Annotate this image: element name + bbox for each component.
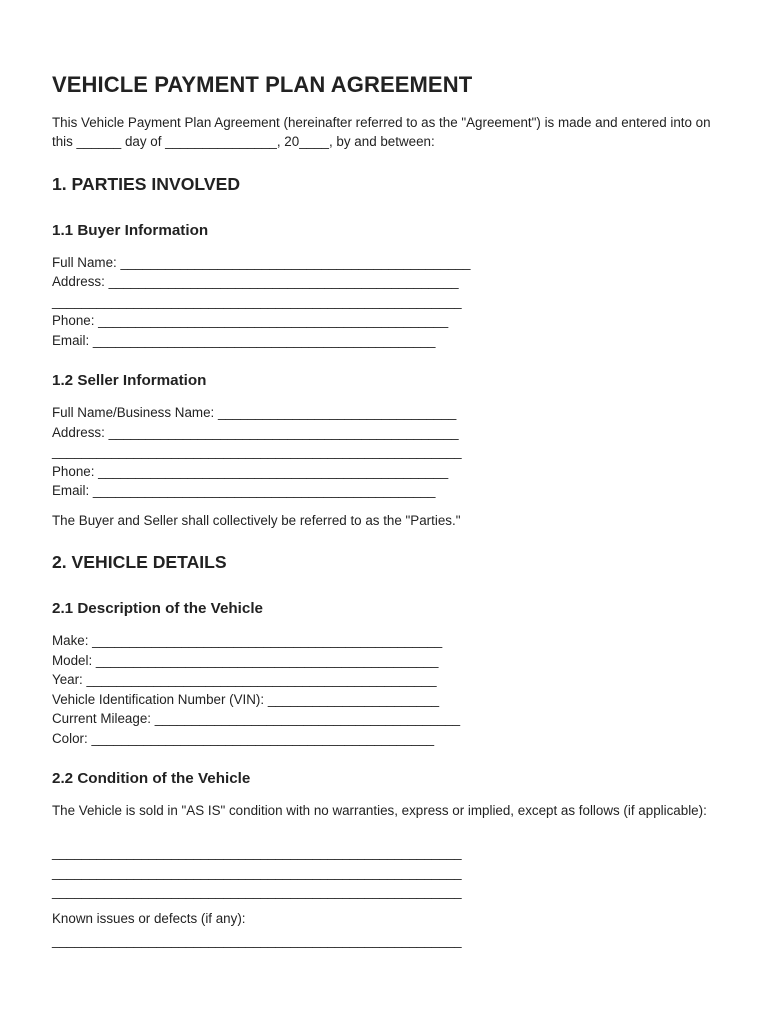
buyer-email-field: Email: ______________________________________________ xyxy=(52,333,436,348)
seller-full-name-field: Full Name/Business Name: ________________________________ xyxy=(52,405,457,420)
vehicle-make-field: Make: _______________________________________________ xyxy=(52,633,443,648)
seller-email-field: Email: ______________________________________________ xyxy=(52,483,436,498)
vehicle-condition-text: The Vehicle is sold in "AS IS" condition with no warranties, express or implied, except as follows (if applicable): xyxy=(52,803,707,818)
vehicle-vin-field: Vehicle Identification Number (VIN): _______________________ xyxy=(52,692,440,707)
buyer-info-heading: 1.1 Buyer Information xyxy=(52,222,209,239)
buyer-phone-field: Phone: _______________________________________________ xyxy=(52,313,449,328)
section-2-heading: 2. VEHICLE DETAILS xyxy=(52,552,227,572)
vehicle-condition-heading: 2.2 Condition of the Vehicle xyxy=(52,770,251,787)
seller-address-line-2: _______________________________________________________ xyxy=(52,444,462,459)
parties-note: The Buyer and Seller shall collectively be referred to as the "Parties." xyxy=(52,513,461,528)
buyer-address-field: Address: _______________________________________________ xyxy=(52,274,459,289)
section-1-heading: 1. PARTIES INVOLVED xyxy=(52,174,241,194)
buyer-full-name-field: Full Name: _______________________________________________ xyxy=(52,255,471,270)
intro-paragraph: This Vehicle Payment Plan Agreement (hereinafter referred to as the "Agreement") is made and entered into on this ______ day of _______________, 20____, by and between: xyxy=(52,115,711,149)
seller-address-field: Address: _______________________________________________ xyxy=(52,425,459,440)
vehicle-model-field: Model: ______________________________________________ xyxy=(52,653,439,668)
seller-phone-field: Phone: _______________________________________________ xyxy=(52,464,449,479)
known-issues-label: Known issues or defects (if any): xyxy=(52,911,246,926)
buyer-address-line-2: _______________________________________________________ xyxy=(52,294,462,309)
vehicle-description-heading: 2.1 Description of the Vehicle xyxy=(52,600,264,617)
vehicle-mileage-field: Current Mileage: _________________________________________ xyxy=(52,711,461,726)
condition-blank-line: _______________________________________________________ xyxy=(52,884,462,899)
vehicle-year-field: Year: _______________________________________________ xyxy=(52,672,437,687)
seller-info-heading: 1.2 Seller Information xyxy=(52,372,207,389)
vehicle-color-field: Color: ______________________________________________ xyxy=(52,731,435,746)
condition-blank-line: _______________________________________________________ xyxy=(52,865,462,880)
document-title: VEHICLE PAYMENT PLAN AGREEMENT xyxy=(52,72,473,97)
condition-blank-line: _______________________________________________________ xyxy=(52,845,462,860)
known-issues-blank-line: _______________________________________________________ xyxy=(52,933,462,948)
